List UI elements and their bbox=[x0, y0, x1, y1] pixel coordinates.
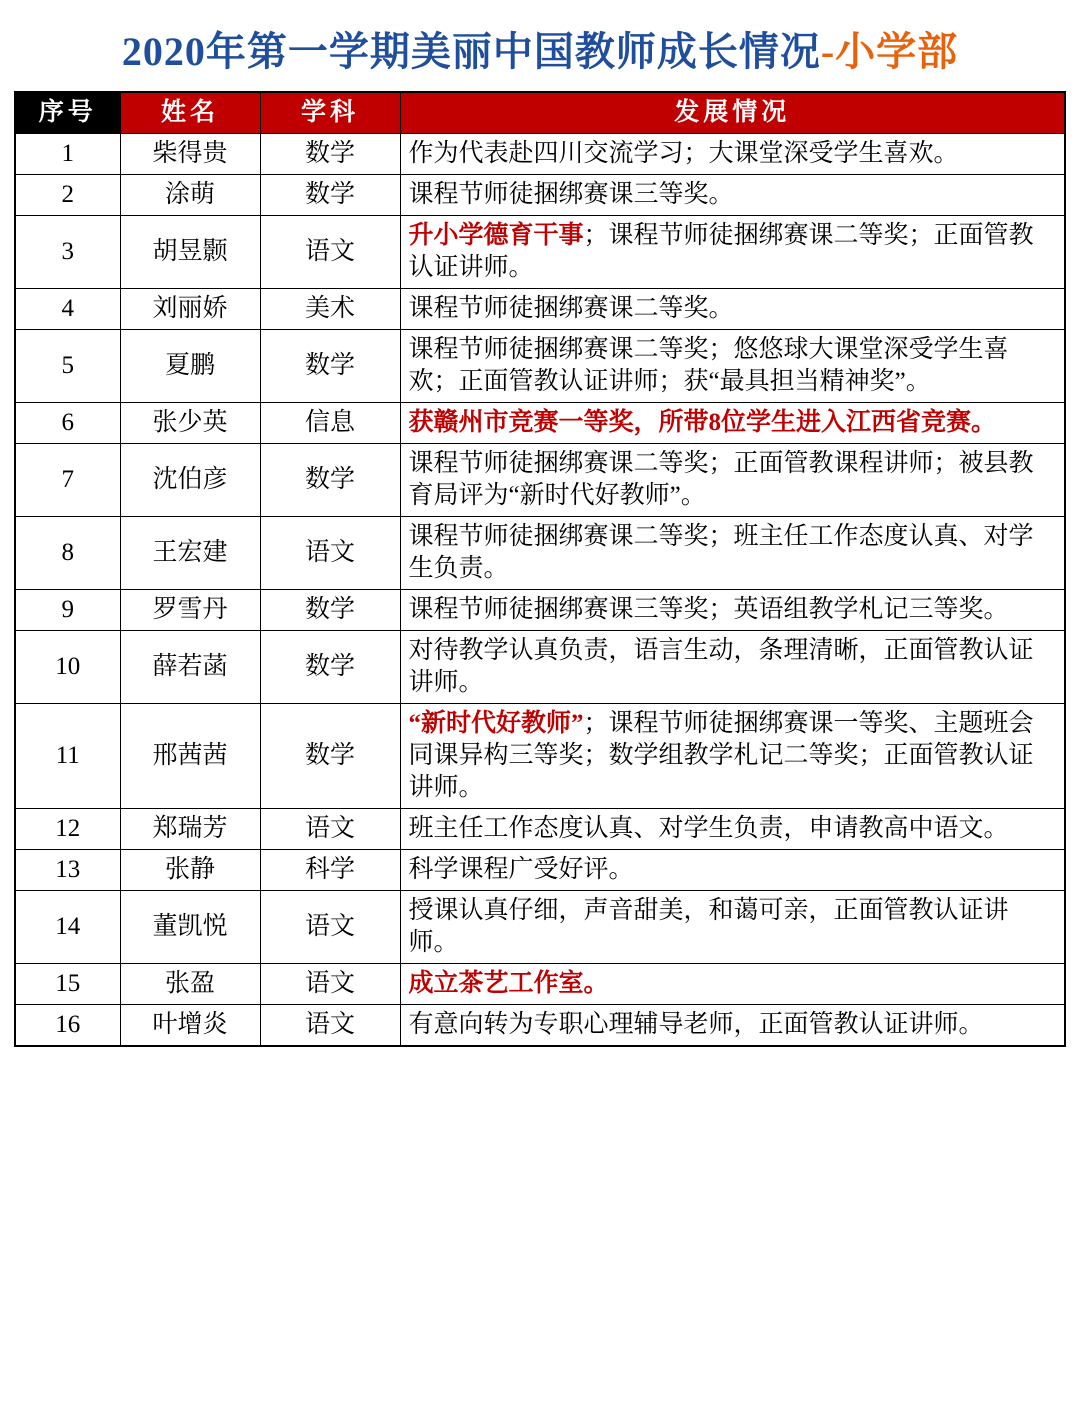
desc-text: 班主任工作态度认真、对学生负责，申请教高中语文。 bbox=[408, 815, 1009, 842]
bottom-spacer bbox=[14, 1047, 1066, 1069]
teacher-growth-table bbox=[14, 91, 1066, 1047]
cell-subject: 数学 bbox=[260, 444, 400, 517]
cell-no: 8 bbox=[15, 517, 120, 590]
cell-name: 罗雪丹 bbox=[120, 590, 260, 631]
table-row bbox=[15, 704, 1065, 809]
desc-text: 有意向转为专职心理辅导老师，正面管教认证讲师。 bbox=[408, 1011, 984, 1038]
cell-subject: 数学 bbox=[260, 590, 400, 631]
desc-text: ；课程节师徒捆绑赛课二等奖；正面管教认证讲师。 bbox=[408, 222, 1034, 281]
table-row bbox=[15, 631, 1065, 704]
cell-desc bbox=[400, 134, 1065, 175]
cell-subject: 数学 bbox=[260, 631, 400, 704]
cell-name: 柴得贵 bbox=[120, 134, 260, 175]
table-row bbox=[15, 216, 1065, 289]
table-row bbox=[15, 517, 1065, 590]
title-main-text: 2020年第一学期美丽中国教师成长情况 bbox=[121, 29, 821, 74]
cell-desc bbox=[400, 403, 1065, 444]
desc-highlight-text: 获赣州市竞赛一等奖，所带8位学生进入江西省竞赛。 bbox=[408, 409, 997, 436]
page-title bbox=[14, 10, 1066, 91]
cell-name: 董凯悦 bbox=[120, 891, 260, 964]
cell-desc bbox=[400, 704, 1065, 809]
table-row bbox=[15, 175, 1065, 216]
desc-text: ；课程节师徒捆绑赛课一等奖、主题班会同课异构三等奖；数学组教学札记二等奖；正面管教认证讲师。 bbox=[408, 710, 1034, 801]
table-row bbox=[15, 444, 1065, 517]
desc-text: 课程节师徒捆绑赛课三等奖；英语组教学札记三等奖。 bbox=[408, 596, 1009, 623]
table-row bbox=[15, 964, 1065, 1005]
cell-subject: 语文 bbox=[260, 964, 400, 1005]
cell-subject: 信息 bbox=[260, 403, 400, 444]
desc-text: 科学课程广受好评。 bbox=[408, 856, 634, 883]
table-row bbox=[15, 289, 1065, 330]
table-row bbox=[15, 809, 1065, 850]
table-row bbox=[15, 590, 1065, 631]
column-header-desc: 发展情况 bbox=[400, 92, 1065, 134]
cell-subject: 数学 bbox=[260, 330, 400, 403]
cell-desc bbox=[400, 964, 1065, 1005]
cell-no: 1 bbox=[15, 134, 120, 175]
table-row bbox=[15, 1005, 1065, 1047]
cell-name: 王宏建 bbox=[120, 517, 260, 590]
table-header-row bbox=[15, 92, 1065, 134]
cell-name: 夏鹏 bbox=[120, 330, 260, 403]
cell-name: 张少英 bbox=[120, 403, 260, 444]
cell-desc bbox=[400, 330, 1065, 403]
cell-no: 11 bbox=[15, 704, 120, 809]
cell-no: 12 bbox=[15, 809, 120, 850]
desc-text: 课程节师徒捆绑赛课二等奖。 bbox=[408, 295, 734, 322]
desc-text: 课程节师徒捆绑赛课二等奖；正面管教课程讲师；被县教育局评为“新时代好教师”。 bbox=[408, 450, 1034, 509]
table-row bbox=[15, 891, 1065, 964]
cell-desc bbox=[400, 216, 1065, 289]
table-row bbox=[15, 850, 1065, 891]
desc-text: 作为代表赴四川交流学习；大课堂深受学生喜欢。 bbox=[408, 140, 959, 167]
cell-subject: 语文 bbox=[260, 517, 400, 590]
cell-name: 张盈 bbox=[120, 964, 260, 1005]
cell-desc bbox=[400, 444, 1065, 517]
desc-text: 对待教学认真负责，语言生动，条理清晰，正面管教认证讲师。 bbox=[408, 637, 1034, 696]
cell-name: 胡昱颢 bbox=[120, 216, 260, 289]
cell-subject: 语文 bbox=[260, 809, 400, 850]
cell-no: 15 bbox=[15, 964, 120, 1005]
desc-text: 课程节师徒捆绑赛课三等奖。 bbox=[408, 181, 734, 208]
cell-name: 邢茜茜 bbox=[120, 704, 260, 809]
cell-subject: 语文 bbox=[260, 216, 400, 289]
cell-name: 张静 bbox=[120, 850, 260, 891]
cell-name: 刘丽娇 bbox=[120, 289, 260, 330]
column-header-no: 序号 bbox=[15, 92, 120, 134]
table-header bbox=[15, 92, 1065, 134]
cell-desc bbox=[400, 289, 1065, 330]
cell-no: 5 bbox=[15, 330, 120, 403]
desc-text: 课程节师徒捆绑赛课二等奖；班主任工作态度认真、对学生负责。 bbox=[408, 523, 1034, 582]
cell-name: 郑瑞芳 bbox=[120, 809, 260, 850]
cell-subject: 语文 bbox=[260, 891, 400, 964]
desc-text: 授课认真仔细，声音甜美，和蔼可亲，正面管教认证讲师。 bbox=[408, 897, 1009, 956]
cell-desc bbox=[400, 1005, 1065, 1047]
cell-no: 13 bbox=[15, 850, 120, 891]
table-body bbox=[15, 134, 1065, 1047]
cell-subject: 语文 bbox=[260, 1005, 400, 1047]
desc-highlight-text: 升小学德育干事 bbox=[408, 222, 584, 249]
cell-desc bbox=[400, 590, 1065, 631]
cell-desc bbox=[400, 175, 1065, 216]
desc-text: 课程节师徒捆绑赛课二等奖；悠悠球大课堂深受学生喜欢；正面管教认证讲师；获“最具担当精神奖”。 bbox=[408, 336, 1009, 395]
cell-no: 14 bbox=[15, 891, 120, 964]
cell-no: 4 bbox=[15, 289, 120, 330]
cell-subject: 美术 bbox=[260, 289, 400, 330]
cell-no: 7 bbox=[15, 444, 120, 517]
cell-name: 叶增炎 bbox=[120, 1005, 260, 1047]
cell-no: 2 bbox=[15, 175, 120, 216]
cell-name: 沈伯彦 bbox=[120, 444, 260, 517]
title-suffix-text: -小学部 bbox=[820, 29, 959, 74]
desc-highlight-text: “新时代好教师” bbox=[408, 710, 584, 737]
cell-no: 10 bbox=[15, 631, 120, 704]
table-row bbox=[15, 330, 1065, 403]
table-row bbox=[15, 403, 1065, 444]
cell-no: 16 bbox=[15, 1005, 120, 1047]
cell-name: 薛若菡 bbox=[120, 631, 260, 704]
cell-desc bbox=[400, 891, 1065, 964]
cell-name: 涂萌 bbox=[120, 175, 260, 216]
cell-no: 3 bbox=[15, 216, 120, 289]
column-header-name: 姓名 bbox=[120, 92, 260, 134]
cell-desc bbox=[400, 517, 1065, 590]
column-header-subject: 学科 bbox=[260, 92, 400, 134]
cell-no: 6 bbox=[15, 403, 120, 444]
desc-highlight-text: 成立茶艺工作室。 bbox=[408, 970, 609, 997]
cell-subject: 数学 bbox=[260, 704, 400, 809]
cell-desc bbox=[400, 850, 1065, 891]
cell-subject: 科学 bbox=[260, 850, 400, 891]
table-row bbox=[15, 134, 1065, 175]
cell-desc bbox=[400, 631, 1065, 704]
cell-desc bbox=[400, 809, 1065, 850]
cell-subject: 数学 bbox=[260, 134, 400, 175]
cell-subject: 数学 bbox=[260, 175, 400, 216]
cell-no: 9 bbox=[15, 590, 120, 631]
